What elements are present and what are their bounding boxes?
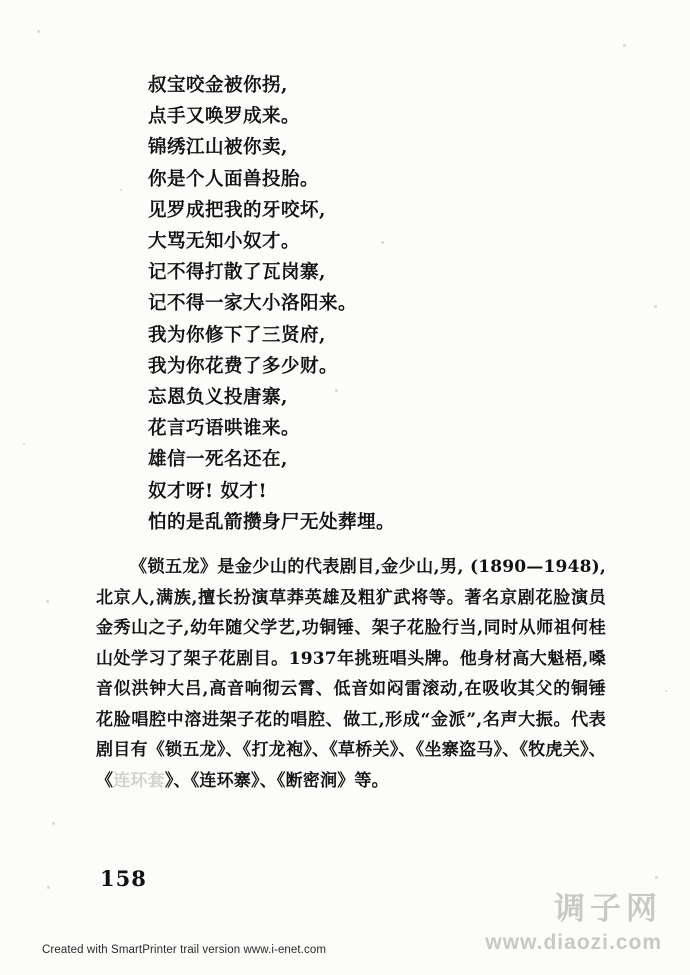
verse-line: 我为你花费了多少财。 (148, 355, 339, 377)
verse-line: 你是个人面兽投胎。 (148, 168, 320, 190)
page-number: 158 (100, 866, 147, 891)
scan-speck (46, 600, 49, 603)
footer-trial-note: Created with SmartPrinter trail version www.i-enet.com (42, 944, 327, 956)
verse-line: 大骂无知小奴才。 (148, 231, 301, 253)
verse-line: 点手又唤罗成来。 (148, 106, 301, 128)
scan-speck (47, 886, 50, 889)
verse-line: 花言巧语哄谁来。 (148, 418, 301, 440)
scan-speck (23, 443, 25, 445)
prose-text-tail: 》、《连环寨》、《断密涧》等。 (164, 770, 389, 791)
verse-line: 记不得打散了瓦岗寨, (148, 262, 326, 284)
verse-line: 记不得一家大小洛阳来。 (148, 293, 358, 315)
verse-line: 雄信一死名还在, (148, 449, 288, 471)
verse-block (148, 70, 606, 538)
prose-text-main: 《锁五龙》是金少山的代表剧目,金少山,男, (1890—1948),北京人,满族,擅长扮演草莽英雄及粗犷武将等。著名京剧花脸演员金秀山之子,幼年随父学艺,功铜锤、架子花脸行当,同时从师祖何桂山处学习了架子花剧目。1937年挑班唱头牌。他身材高大魁梧,嗓音似洪钟大吕,高音响彻云霄、低音如闷雷滚动,在吸收其父的铜锤花脸唱腔中溶进架子花的唱腔、做工,形成“金派”,名声大振。代表剧目有《锁五龙》、《打龙袍》、《草桥关》、《坐寨盗马》、《牧虎关》、《 (96, 557, 606, 791)
verse-line: 我为你修下了三贤府, (148, 324, 326, 346)
scan-speck (665, 690, 667, 692)
scan-speck (655, 876, 658, 879)
verse-line: 见罗成把我的牙咬坏, (148, 199, 326, 221)
verse-line: 锦绣江山被你卖, (148, 137, 288, 159)
prose-block (96, 552, 606, 796)
scan-speck (52, 822, 55, 825)
scan-speck (654, 305, 657, 308)
verse-line: 奴才呀! 奴才! (148, 480, 268, 502)
watermark-chinese: 调子网 (554, 891, 662, 927)
verse-line: 怕的是乱箭攒身尸无处葬埋。 (148, 511, 396, 533)
watermark-english: www.diaozi.com (485, 931, 662, 954)
scan-speck (623, 44, 626, 47)
prose-paragraph (96, 552, 606, 796)
page-body (96, 70, 606, 796)
verse-line: 叔宝咬金被你拐, (148, 75, 288, 96)
scan-speck (37, 30, 40, 33)
prose-text-faded: 连环套 (113, 770, 165, 791)
watermark (485, 891, 662, 954)
verse-line: 忘恩负义投唐寨, (148, 387, 288, 409)
